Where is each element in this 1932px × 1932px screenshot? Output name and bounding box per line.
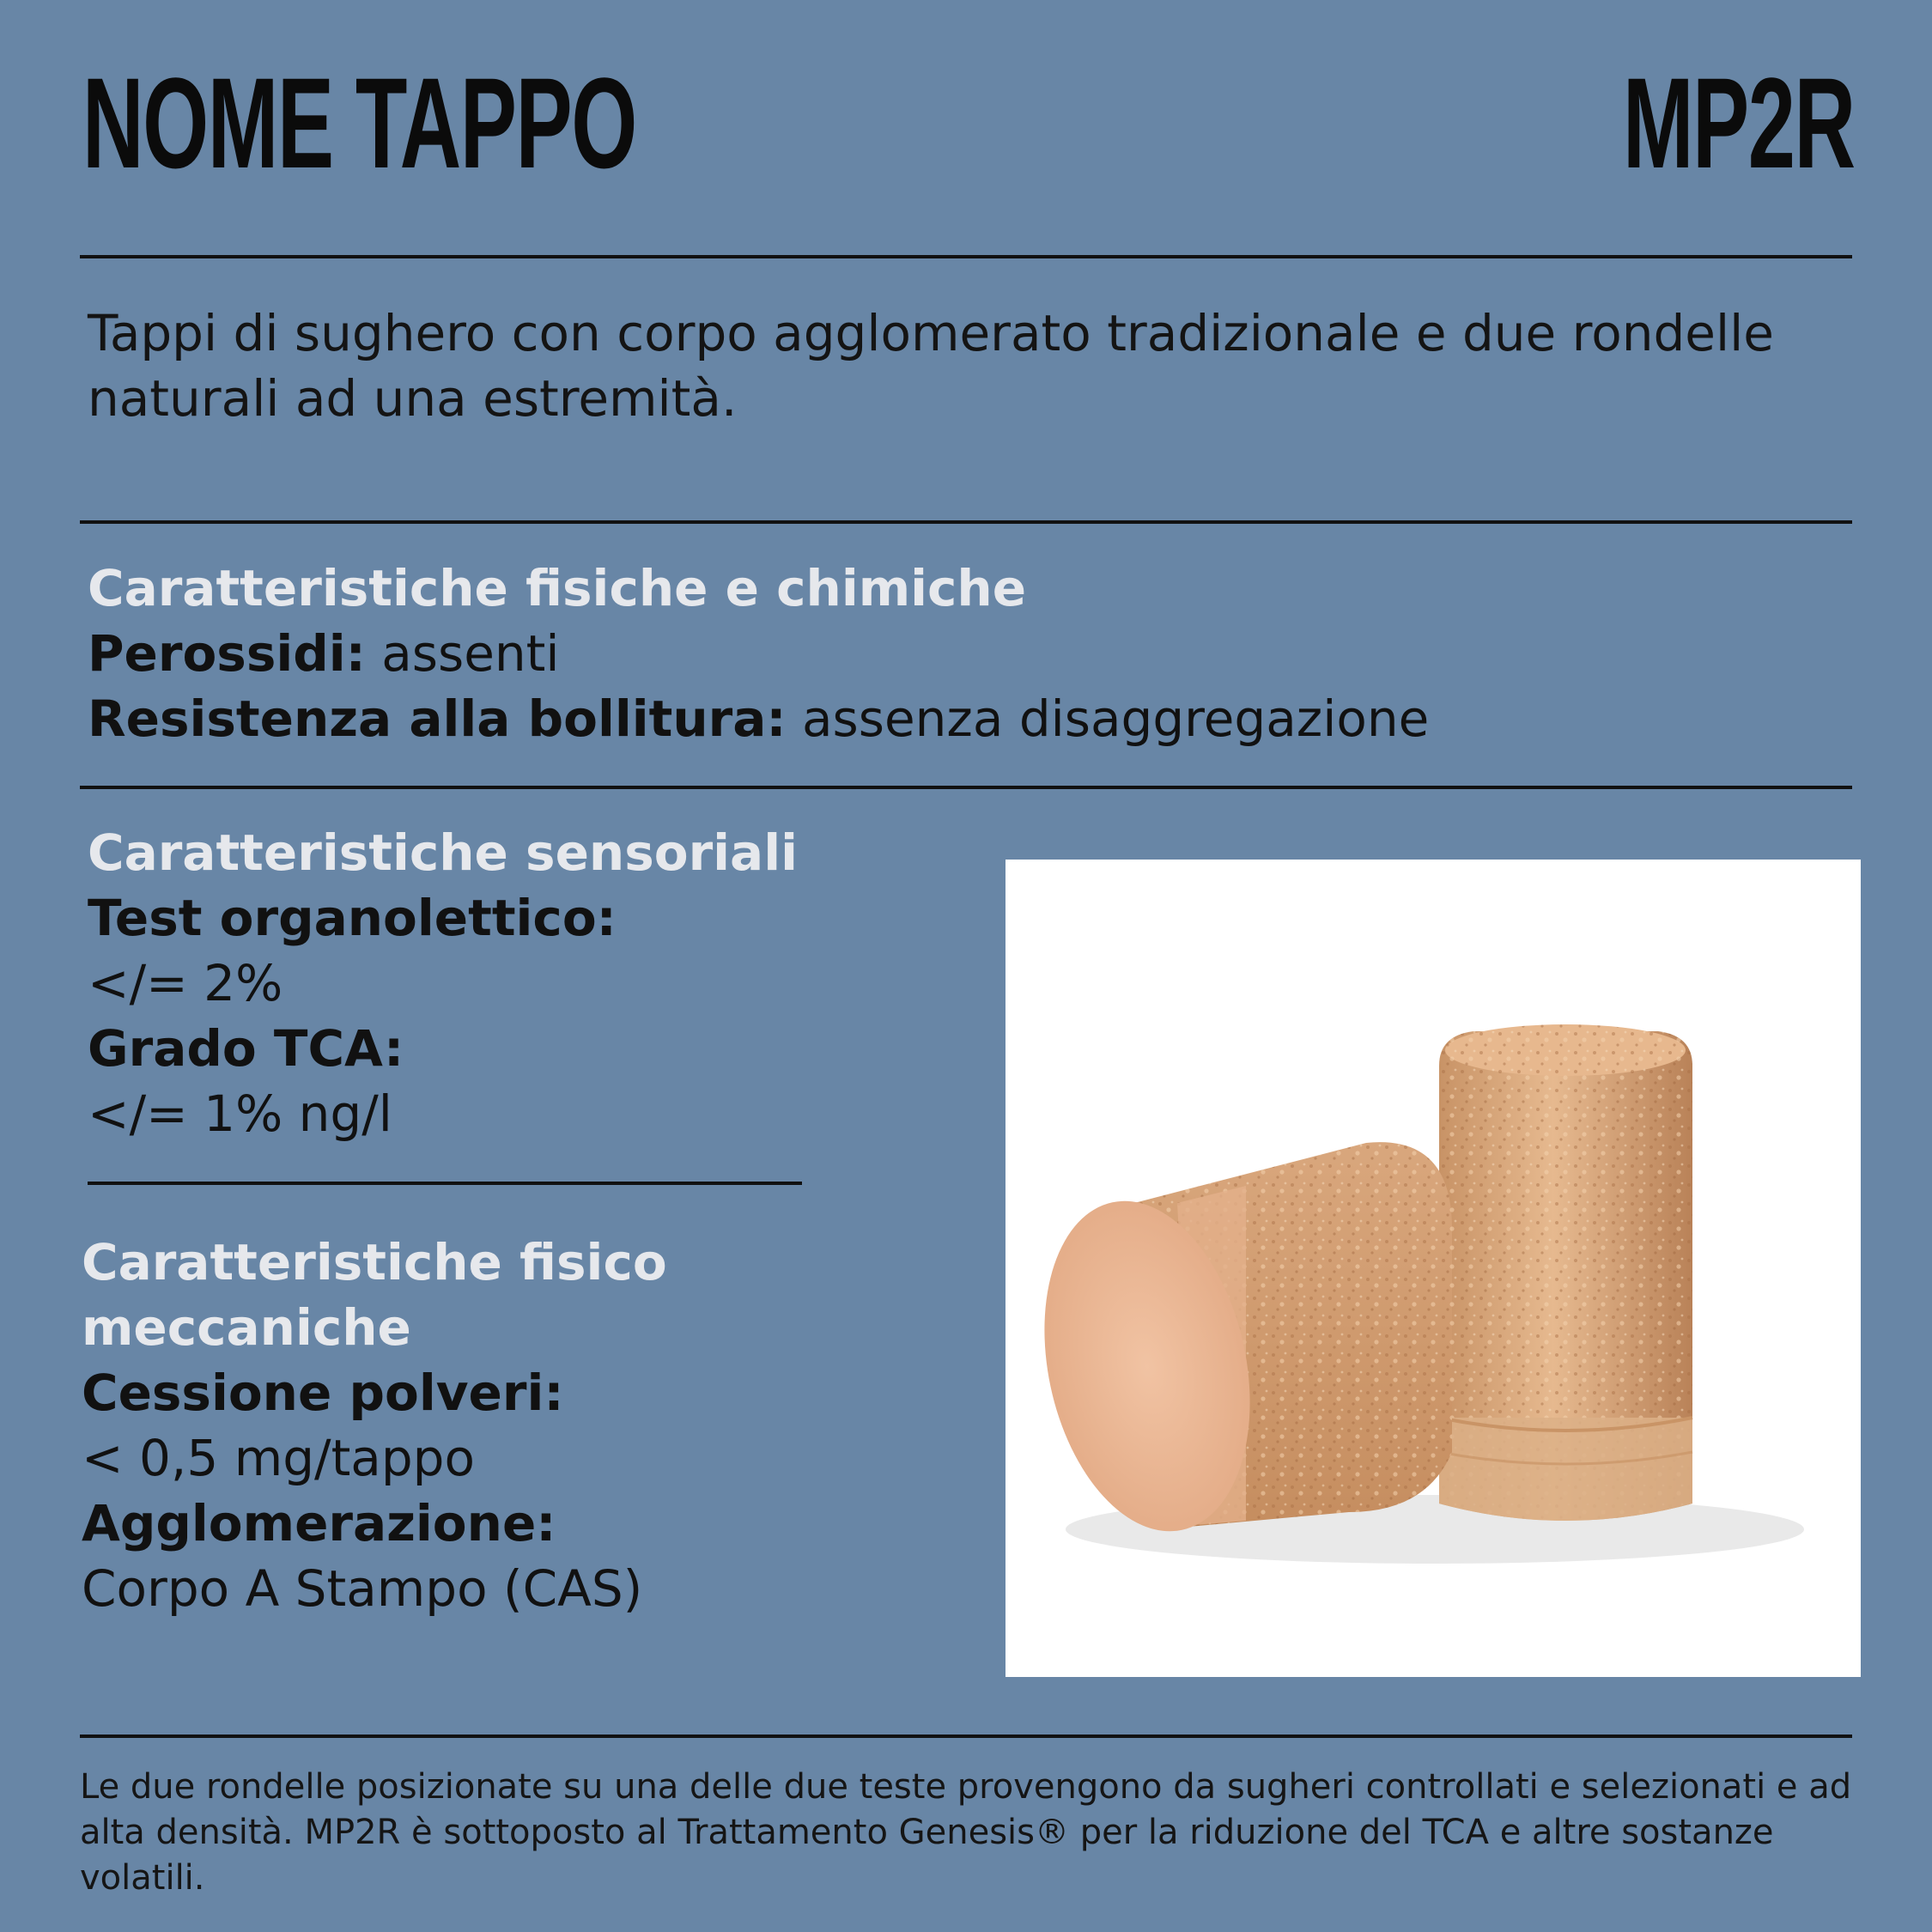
divider-before-footer	[80, 1735, 1852, 1738]
product-description: Tappi di sughero con corpo agglomerato tradizionale e due rondelle naturali ad una estremità.	[88, 304, 1774, 428]
row-value: < 0,5 mg/tappo	[82, 1429, 475, 1487]
row-label: Resistenza alla bollitura:	[88, 690, 787, 748]
row-value: assenza disaggregazione	[802, 690, 1430, 748]
section-title-line2: meccaniche	[82, 1298, 411, 1357]
divider-after-intro	[80, 520, 1852, 524]
row-label: Grado TCA:	[88, 1019, 404, 1078]
section-sensory	[88, 820, 946, 1146]
row-bollitura	[88, 686, 1805, 751]
divider-after-physical	[80, 786, 1852, 789]
cork-photo	[1005, 860, 1861, 1677]
row-label: Agglomerazione:	[82, 1494, 556, 1552]
row-value: assenti	[381, 624, 560, 683]
divider-top	[80, 255, 1852, 258]
product-code: MP2R	[1623, 51, 1855, 195]
upright-cork	[1439, 1024, 1692, 1521]
lying-cork	[1016, 1142, 1452, 1550]
row-label: Test organolettico:	[88, 889, 617, 947]
row-label: Perossidi:	[88, 624, 366, 683]
row-value: </= 1% ng/l	[88, 1084, 392, 1143]
cork-illustration	[1005, 860, 1861, 1677]
section-mechanical	[82, 1230, 992, 1621]
section-title: Caratteristiche sensoriali	[88, 823, 798, 882]
row-label: Cessione polveri:	[82, 1364, 564, 1422]
section-physical-chemical	[88, 556, 1805, 751]
divider-after-sensory	[88, 1182, 802, 1185]
footer-note: Le due rondelle posizionate su una delle due teste provengono da sugheri controllati e selezionati e ad alta densità. MP2R è sottoposto al Trattamento Genesis® per la riduzione del TCA e altre sostanze volatili.	[80, 1767, 1852, 1898]
row-value: Corpo A Stampo (CAS)	[82, 1559, 643, 1618]
section-title: Caratteristiche fisiche e chimiche	[88, 559, 1027, 617]
page-title: NOME TAPPO	[82, 51, 636, 195]
row-value: </= 2%	[88, 954, 283, 1012]
section-title-line1: Caratteristiche fisico	[82, 1233, 667, 1291]
row-perossidi	[88, 621, 1805, 686]
